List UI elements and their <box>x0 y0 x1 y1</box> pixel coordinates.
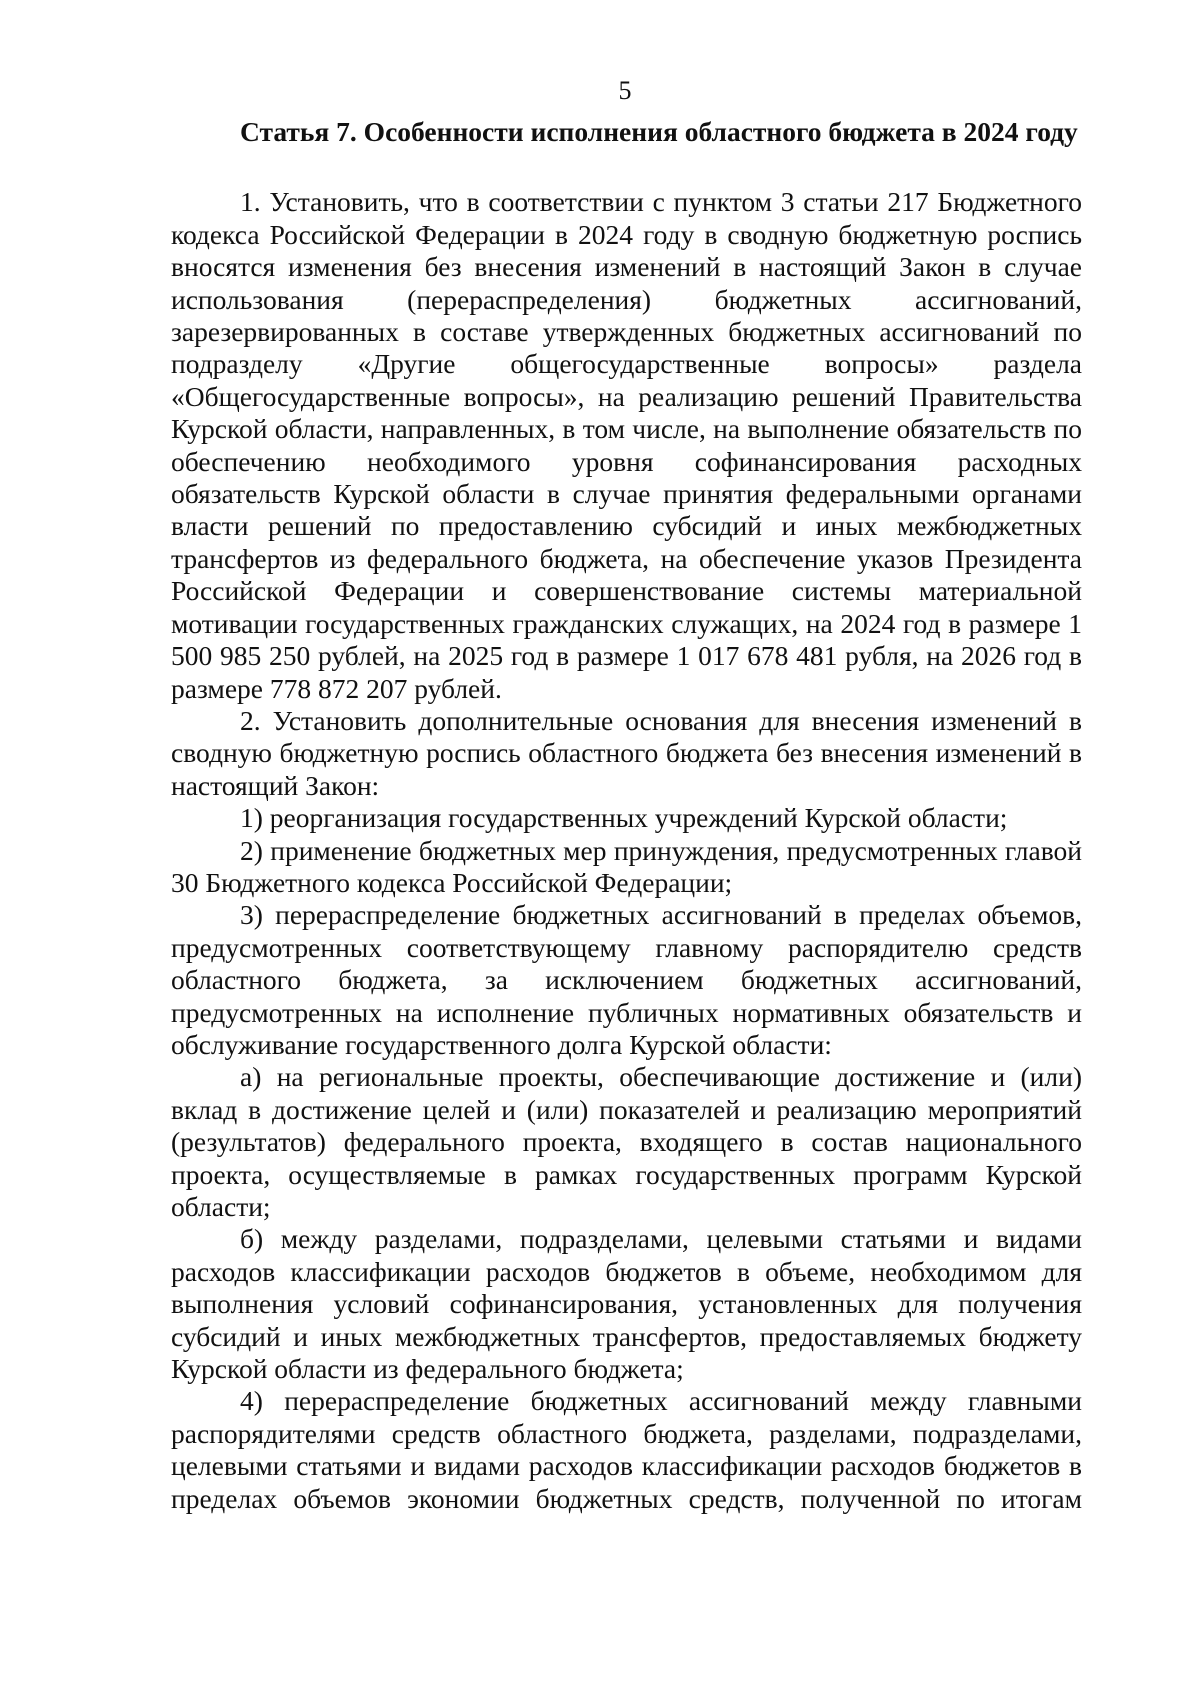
paragraph-2: 2. Установить дополнительные основания для внесения изменений в сводную бюджетную роспись областного бюджета без внесения изменений в настоящий Закон: <box>171 704 1082 801</box>
document-body <box>171 116 1082 1515</box>
paragraph-1: 1. Установить, что в соответствии с пунктом 3 статьи 217 Бюджетного кодекса Российской Федерации в 2024 году в сводную бюджетную роспись вносятся изменения без внесения изменений в настоящий Закон в случае использования (перераспределения) бюджетных ассигнований, зарезервированных в составе утвержденных бюджетных ассигнований по подразделу «Другие общегосударственные вопросы» раздела «Общегосударственные вопросы», на реализацию решений Правительства Курской области, направленных, в том числе, на выполнение обязательств по обеспечению необходимого уровня софинансирования расходных обязательств Курской области в случае принятия федеральными органами власти решений по предоставлению субсидий и иных межбюджетных трансфертов из федерального бюджета, на обеспечение указов Президента Российской Федерации и совершенствование системы материальной мотивации государственных гражданских служащих, на 2024 год в размере 1 500 985 250 рублей, на 2025 год в размере 1 017 678 481 рубля, на 2026 год в размере 778 872 207 рублей. <box>171 186 1082 704</box>
page-number: 5 <box>618 76 632 105</box>
article-heading: Статья 7. Особенности исполнения областного бюджета в 2024 году <box>240 116 1078 147</box>
sub-item-b: б) между разделами, подразделами, целевыми статьями и видами расходов классификации расходов бюджетов в объеме, необходимом для выполнения условий софинансирования, установленных для получения субсидий и иных межбюджетных трансфертов, предоставляемых бюджету Курской области из федерального бюджета; <box>171 1223 1082 1385</box>
list-item-4: 4) перераспределение бюджетных ассигнований между главными распорядителями средств областного бюджета, разделами, подразделами, целевыми статьями и видами расходов классификации расходов бюджетов в пределах объемов экономии бюджетных средств, полученной по итогам <box>171 1385 1082 1514</box>
list-item-3: 3) перераспределение бюджетных ассигнований в пределах объемов, предусмотренных соответствующему главному распорядителю средств областного бюджета, за исключением бюджетных ассигнований, предусмотренных на исполнение публичных нормативных обязательств и обслуживание государственного долга Курской области: <box>171 899 1082 1060</box>
sub-item-a: а) на региональные проекты, обеспечивающие достижение и (или) вклад в достижение целей и (или) показателей и реализацию мероприятий (результатов) федерального проекта, входящего в состав национального проекта, осуществляемые в рамках государственных программ Курской области; <box>171 1061 1082 1222</box>
list-item-1: 1) реорганизация государственных учреждений Курской области; <box>240 802 1008 834</box>
list-item-2: 2) применение бюджетных мер принуждения, предусмотренных главой 30 Бюджетного кодекса Российской Федерации; <box>171 834 1082 898</box>
